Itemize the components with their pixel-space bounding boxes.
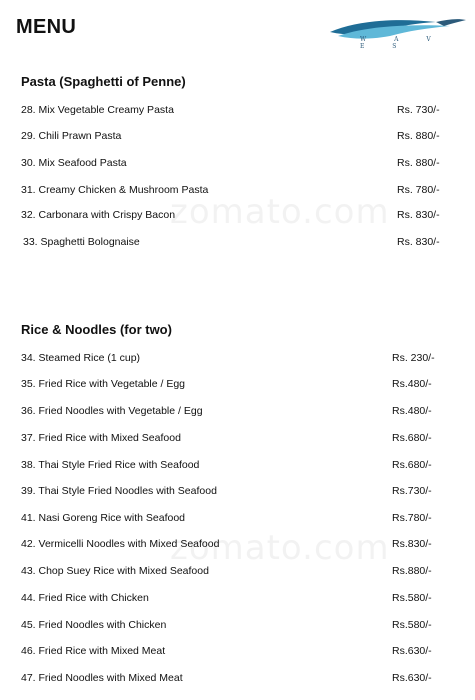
menu-item (21, 510, 475, 526)
item-name: 44. Fried Rice with Chicken (21, 592, 149, 604)
menu-item (21, 350, 475, 366)
menu-item (21, 155, 475, 171)
menu-item (21, 643, 475, 659)
page-title: MENU (16, 16, 77, 38)
item-price: Rs. 830/- (397, 209, 440, 221)
item-price: Rs.630/- (392, 645, 432, 657)
menu-item (21, 102, 475, 118)
menu-item (21, 376, 475, 392)
menu-item (21, 563, 475, 579)
item-name: 31. Creamy Chicken & Mushroom Pasta (21, 184, 209, 196)
menu-item (21, 430, 475, 446)
menu-item (21, 670, 475, 686)
menu-item (21, 234, 475, 250)
section-title-pasta: Pasta (Spaghetti of Penne) (21, 74, 186, 89)
item-price: Rs.680/- (392, 432, 432, 444)
item-price: Rs.580/- (392, 592, 432, 604)
item-price: Rs.880/- (392, 565, 432, 577)
item-price: Rs. 230/- (392, 352, 435, 364)
item-name: 29. Chili Prawn Pasta (21, 130, 122, 142)
item-name: 45. Fried Noodles with Chicken (21, 619, 167, 631)
menu-item (21, 457, 475, 473)
watermark: zomato.com (170, 528, 390, 568)
item-name: 39. Thai Style Fried Noodles with Seafood (21, 485, 217, 497)
item-price: Rs.830/- (392, 538, 432, 550)
item-name: 34. Steamed Rice (1 cup) (21, 352, 141, 364)
item-name: 42. Vermicelli Noodles with Mixed Seafood (21, 538, 220, 550)
item-price: Rs.580/- (392, 619, 432, 631)
watermark: zomato.com (170, 192, 390, 232)
item-name: 41. Nasi Goreng Rice with Seafood (21, 512, 186, 524)
menu-item (21, 403, 475, 419)
logo-text: W A V E S (360, 36, 444, 50)
item-price: Rs.480/- (392, 378, 432, 390)
item-name: 47. Fried Noodles with Mixed Meat (21, 672, 183, 684)
item-name: 32. Carbonara with Crispy Bacon (21, 209, 176, 221)
item-name: 43. Chop Suey Rice with Mixed Seafood (21, 565, 209, 577)
menu-item (21, 182, 475, 198)
item-price: Rs.630/- (392, 672, 432, 684)
menu-item (21, 483, 475, 499)
item-price: Rs. 780/- (397, 184, 440, 196)
menu-item (21, 207, 475, 223)
item-name: 28. Mix Vegetable Creamy Pasta (21, 104, 174, 116)
item-name: 36. Fried Noodles with Vegetable / Egg (21, 405, 203, 417)
menu-item (21, 536, 475, 552)
item-name: 46. Fried Rice with Mixed Meat (21, 645, 166, 657)
section-title-rice-noodles: Rice & Noodles (for two) (21, 322, 172, 337)
item-price: Rs. 830/- (397, 236, 440, 248)
item-name: 35. Fried Rice with Vegetable / Egg (21, 378, 186, 390)
item-price: Rs. 880/- (397, 130, 440, 142)
item-name: 38. Thai Style Fried Rice with Seafood (21, 459, 200, 471)
menu-item (21, 128, 475, 144)
item-price: Rs. 730/- (397, 104, 440, 116)
item-price: Rs.480/- (392, 405, 432, 417)
item-name: 30. Mix Seafood Pasta (21, 157, 127, 169)
item-price: Rs.780/- (392, 512, 432, 524)
menu-item (21, 617, 475, 633)
menu-item (21, 590, 475, 606)
item-name: 33. Spaghetti Bolognaise (23, 236, 140, 248)
item-name: 37. Fried Rice with Mixed Seafood (21, 432, 181, 444)
item-price: Rs.680/- (392, 459, 432, 471)
item-price: Rs. 880/- (397, 157, 440, 169)
item-price: Rs.730/- (392, 485, 432, 497)
